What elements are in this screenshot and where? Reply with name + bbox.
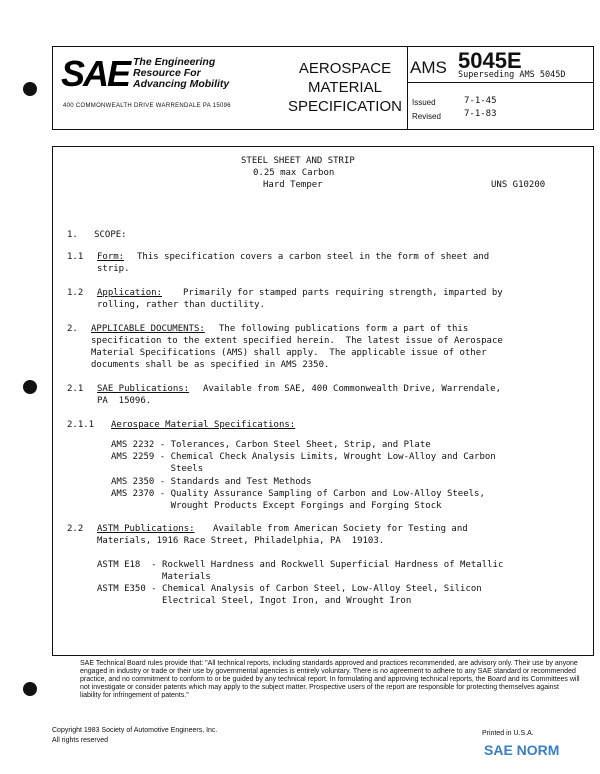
section-text: specification to the extent specified herein. The latest issue of Aerospace (91, 336, 503, 346)
revised-date: 7-1-83 (464, 108, 497, 119)
section-heading: Application: (97, 288, 163, 298)
ams-number: 5045E (458, 47, 522, 73)
section-number: 2.2 (67, 524, 84, 534)
uns-number: UNS G10200 (491, 180, 546, 190)
punch-hole (23, 682, 37, 696)
title-line: Hard Temper (263, 180, 323, 190)
section-number: 2.1 (67, 384, 84, 394)
printed-in: Printed in U.S.A. (482, 730, 534, 737)
ams-list-item: AMS 2370 - Quality Assurance Sampling of Carbon and Low-Alloy Steels, (111, 489, 485, 499)
section-heading: Form: (97, 252, 125, 262)
punch-hole (23, 380, 37, 394)
ams-list-item: Wrought Products Except Forgings and Forging Stock (111, 501, 442, 511)
section-text: Available from American Society for Testing and (213, 524, 468, 534)
section-scope: 1. SCOPE: (67, 230, 127, 240)
sae-address: 400 COMMONWEALTH DRIVE WARRENDALE PA 15096 (63, 103, 231, 109)
section-text: Available from SAE, 400 Commonwealth Drive, Warrendale, (203, 384, 502, 394)
section-text: strip. (97, 264, 130, 274)
astm-list-item: ASTM E350 - Chemical Analysis of Carbon Steel, Low-Alloy Steel, Silicon (97, 584, 482, 594)
section-text: PA 15096. (97, 396, 152, 406)
ams-list-item: AMS 2350 - Standards and Test Methods (111, 477, 312, 487)
section-number: 1.2 (67, 288, 84, 298)
ams-list-item: Steels (111, 464, 204, 474)
section-heading: SAE Publications: (97, 384, 190, 394)
ams-list-item: AMS 2232 - Tolerances, Carbon Steel Sheet, Strip, and Plate (111, 440, 431, 450)
astm-list-item: Electrical Steel, Ingot Iron, and Wrought Iron (97, 596, 412, 606)
issued-date: 7-1-45 (464, 95, 497, 106)
tagline: The Engineering Resource For Advancing Mobility (133, 56, 230, 90)
section-text: This specification covers a carbon steel in the form of sheet and (137, 252, 490, 262)
section-text: Materials, 1916 Race Street, Philadelphia, PA 19103. (97, 536, 385, 546)
issued-label: Issued (412, 97, 436, 107)
astm-list-item: ASTM E18 - Rockwell Hardness and Rockwell Superficial Hardness of Metallic (97, 560, 504, 570)
section-text: Primarily for stamped parts requiring strength, imparted by (183, 288, 503, 298)
section-text: The following publications form a part of this (219, 324, 469, 334)
copyright: Copyright 1983 Society of Automotive Engineers, Inc. All rights reserved (52, 727, 218, 744)
section-text: rolling, rather than ductility. (97, 300, 265, 310)
punch-hole (23, 82, 37, 96)
superseding: Superseding AMS 5045D (458, 69, 566, 80)
sae-logo: SAE (61, 53, 130, 94)
section-text: documents shall be as specified in AMS 2350. (91, 360, 330, 370)
title-line: STEEL SHEET AND STRIP (241, 156, 355, 166)
section-heading: Aerospace Material Specifications: (111, 420, 296, 430)
section-heading: ASTM Publications: (97, 524, 195, 534)
document-header (52, 46, 594, 130)
section-number: 2.1.1 (67, 420, 95, 430)
divider (408, 82, 594, 83)
doc-type: AEROSPACE MATERIAL SPECIFICATION (288, 60, 402, 115)
astm-list-item: Materials (97, 572, 211, 582)
section-number: 2. (67, 324, 78, 334)
title-line: 0.25 max Carbon (253, 168, 335, 178)
section-text: Material Specifications (AMS) shall apply. The applicable issue of other (91, 348, 487, 358)
revised-label: Revised (412, 111, 441, 121)
ams-list-item: AMS 2259 - Chemical Check Analysis Limits, Wrought Low-Alloy and Carbon (111, 452, 496, 462)
ams-label: AMS (410, 57, 447, 77)
section-number: 1.1 (67, 252, 84, 262)
sae-notice: SAE Technical Board rules provide that: "All technical reports, including standards approved and practices recommended, are advisory only. Their use by anyone engaged in industry or trade or their use by governmental agencies is entirely voluntary. There is no agreement to adhere to any SAE standard or recommended practice, and no commitment to conform to or be guided by any technical report. In formulating and approving technical reports, the Board and its Committees will not investigate or consider patents which may apply to the subject matter. Prospective users of the report are responsible for protecting themselves against liability for infringement of patents." (80, 660, 580, 699)
watermark: SAE NORM (484, 742, 560, 758)
spec-body (52, 146, 594, 656)
section-heading: APPLICABLE DOCUMENTS: (91, 324, 205, 334)
ams-box (407, 46, 594, 130)
